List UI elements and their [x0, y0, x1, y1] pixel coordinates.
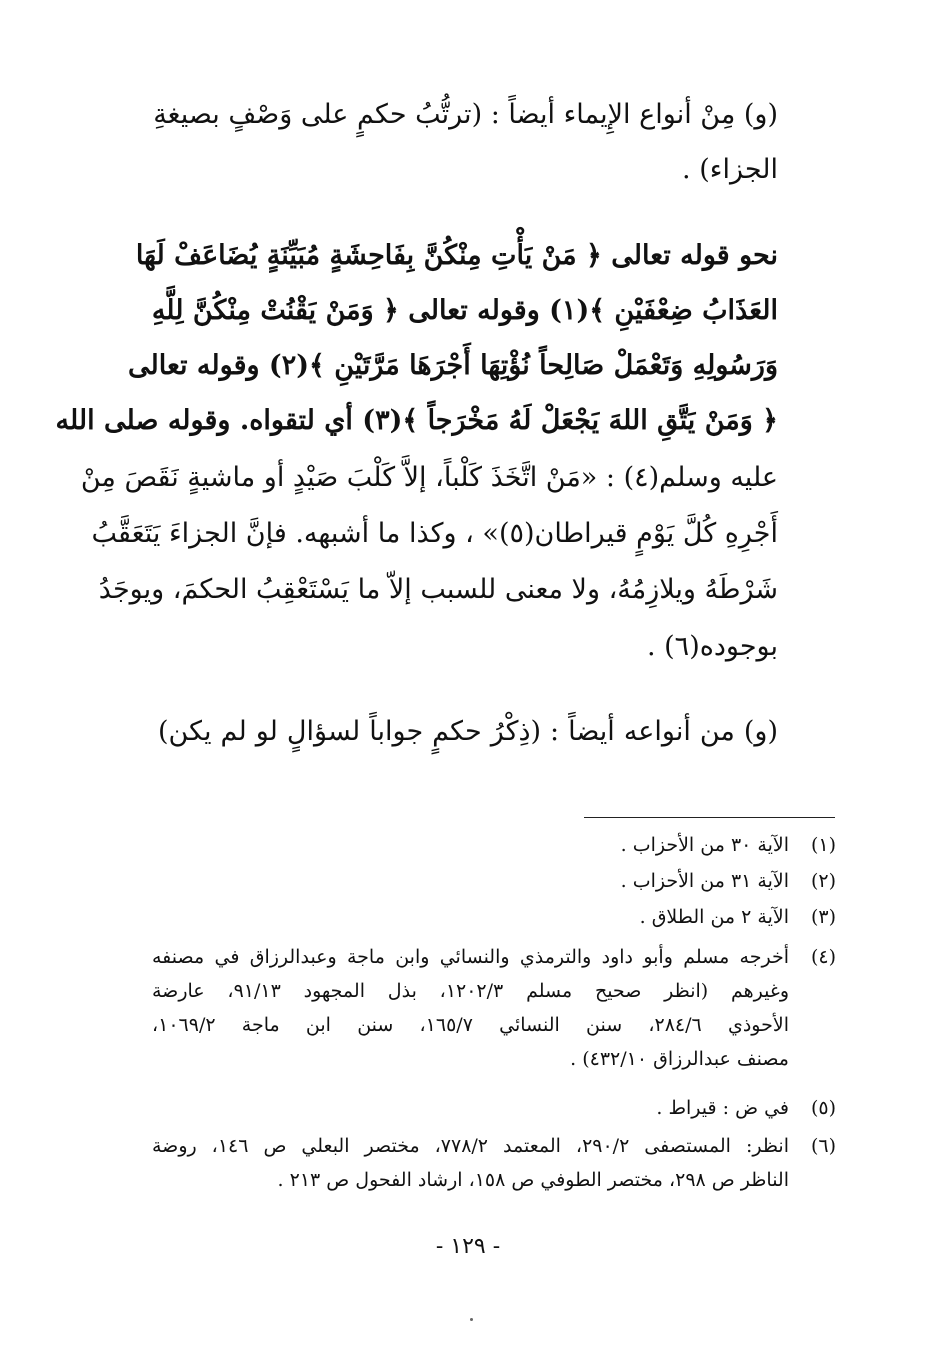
- footnote-text: الآية ٣٠ من الأحزاب .: [620, 834, 789, 856]
- footnote-text: الناظر ص ٢٩٨، مختصر الطوفي ص ١٥٨، ارشاد الفحول ص ٢١٣ .: [277, 1169, 789, 1191]
- footnote: [136, 902, 836, 932]
- footnote-number: (٣): [810, 906, 836, 928]
- body-line: أَجْرِهِ كُلَّ يَوْمٍ قيراطان(٥)» ، وكذا ما أشبهه. فإنَّ الجزاءَ يَتَعَقَّبُ: [91, 518, 778, 549]
- body-line: شَرْطَهُ ويلازِمُهُ، ولا معنى للسبب إلاّ ما يَسْتَعْقِبُ الحكمَ، ويوجَدُ: [98, 574, 778, 605]
- footnote: [136, 1093, 836, 1123]
- footnote-separator: [584, 817, 835, 818]
- body-line: وَرَسُولِهِ وَتَعْمَلْ صَالِحاً نُؤْتِهَا أَجْرَهَا مَرَّتَيْنِ ﴾(٢) وقوله تعالى: [128, 350, 778, 381]
- footnote-text: انظر: المستصفى ٢٩٠/٢، المعتمد ٧٧٨/٢، مختصر البعلي ص ١٤٦، روضة: [152, 1135, 789, 1157]
- footnote-number: (٢): [810, 870, 836, 892]
- footnote-text: وغيرهم (انظر صحيح مسلم ١٢٠٢/٣، بذل المجهود ٩١/١٣، عارضة: [152, 980, 790, 1002]
- footnote-text: مصنف عبدالرزاق ٤٣٢/١٠) .: [570, 1048, 789, 1070]
- body-line: العَذَابُ ضِعْفَيْنِ ﴾(١) وقوله تعالى ﴿ وَمَنْ يَقْنُتْ مِنْكُنَّ لِلَّهِ: [151, 295, 778, 326]
- scan-speck: [470, 1318, 473, 1321]
- footnote: [136, 866, 836, 896]
- body-line: ﴿ وَمَنْ يَتَّقِ اللهَ يَجْعَلْ لَهُ مَخْرَجاً ﴾(٣) أي لتقواه. وقوله صلى الله: [55, 405, 778, 436]
- footnote-number: [796, 942, 836, 972]
- footnote-text: أخرجه مسلم وأبو داود والترمذي والنسائي وابن ماجة وعبدالرزاق في مصنفه: [152, 946, 789, 968]
- footnote-number: (٥): [810, 1097, 836, 1119]
- page-number: - ١٢٩ -: [435, 1234, 501, 1259]
- body-line: الجزاء) .: [682, 154, 778, 185]
- footnote-number-label: (٦): [810, 1135, 836, 1157]
- footnote-text: الآية ٢ من الطلاق .: [639, 906, 789, 928]
- body-line: عليه وسلم(٤) : «مَنْ اتَّخَذَ كَلْباً، إلاَّ كَلْبَ صَيْدٍ أو ماشيةٍ نَقَصَ مِنْ: [80, 462, 778, 493]
- footnote-number: [796, 1131, 836, 1161]
- body-line: (و) مِنْ أنواع الإِيماء أيضاً : (ترتُّبُ حكمٍ على وَصْفٍ بصيغةِ: [153, 99, 778, 130]
- footnote-text: الآية ٣١ من الأحزاب .: [620, 870, 789, 892]
- footnote-text: في ض : قيراط .: [656, 1097, 789, 1119]
- body-line: (و) من أنواعه أيضاً : (ذِكْرُ حكمٍ جواباً لسؤالٍ لو لم يكن): [158, 716, 778, 747]
- footnote-number: (١): [810, 834, 836, 856]
- footnote-number-label: (٤): [810, 946, 836, 968]
- footnote-text: الأحوذي ٢٨٤/٦، سنن النسائي ١٦٥/٧، سنن ابن ماجة ١٠٦٩/٢،: [152, 1014, 789, 1036]
- body-line: نحو قوله تعالى ﴿ مَنْ يَأْتِ مِنْكُنَّ بِفَاحِشَةٍ مُبَيِّنَةٍ يُضَاعَفْ لَهَا: [135, 240, 778, 271]
- footnote: [136, 830, 836, 860]
- body-line: بوجوده(٦) .: [646, 631, 778, 662]
